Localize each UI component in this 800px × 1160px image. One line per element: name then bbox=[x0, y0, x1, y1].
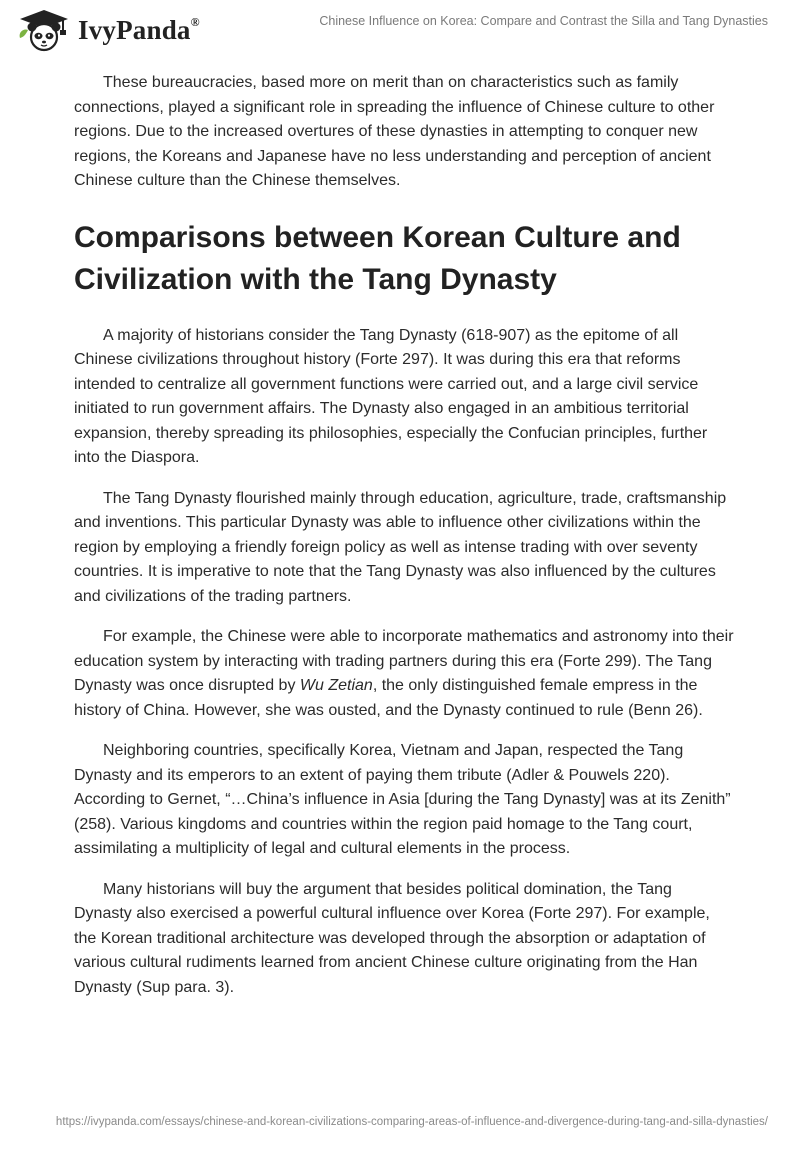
paragraph-3-emphasis: Wu Zetian bbox=[299, 677, 373, 694]
paragraph-3-text-b: , the only distinguished female empress in the history of China. However, she was ousted, and the Dynasty continued to rule (Benn 26). bbox=[74, 677, 703, 719]
paragraph-3 bbox=[74, 625, 734, 723]
essay-content bbox=[74, 71, 734, 1016]
logo-wordmark bbox=[78, 14, 200, 45]
paragraph-4: Neighboring countries, specifically Korea, Vietnam and Japan, respected the Tang Dynasty and its emperors to an extent of paying them tribute (Adler & Pouwels 220). According to Gernet, “…China’s influence in Asia [during the Tang Dynasty] was at its Zenith” (258). Various kingdoms and countries within the region paid homage to the Tang court, assimilating a multiplicity of legal and cultural elements in the process. bbox=[74, 742, 731, 857]
footer-source-url[interactable]: https://ivypanda.com/essays/chinese-and-korean-civilizations-comparing-areas-of-influence-and-divergence-during-tang-and-silla-dynasties/ bbox=[55, 1116, 768, 1128]
section-heading: Comparisons between Korean Culture and Civilization with the Tang Dynasty bbox=[74, 220, 681, 296]
paragraph-3-text-a: For example, the Chinese were able to incorporate mathematics and astronomy into their education system by interacting with trading partners during this era (Forte 299). The Tang Dynasty was once disrupted by bbox=[74, 628, 734, 694]
paragraph-2: The Tang Dynasty flourished mainly through education, agriculture, trade, craftsmanship and inventions. This particular Dynasty was able to influence other civilizations within the region by employing a friendly foreign policy as well as intense trading with over seventy countries. It is imperative to note that the Tang Dynasty was also influenced by the cultures and civilizations of the trading partners. bbox=[74, 489, 727, 605]
page-header bbox=[0, 0, 800, 60]
panda-graduate-icon bbox=[16, 8, 72, 52]
document-title: Chinese Influence on Korea: Compare and Contrast the Silla and Tang Dynasties bbox=[319, 14, 768, 28]
paragraph-1: A majority of historians consider the Tang Dynasty (618-907) as the epitome of all Chinese civilizations throughout history (Forte 297). It was during this era that reforms intended to centralize all government functions were carried out, and a large civil service initiated to run government affairs. The Dynasty also engaged in an ambitious territorial expansion, thereby spreading its philosophies, especially the Confucian principles, further into the Diaspora. bbox=[74, 326, 708, 466]
paragraph-5: Many historians will buy the argument that besides political domination, the Tang Dynasty also exercised a powerful cultural influence over Korea (Forte 297). For example, the Korean traditional architecture was developed through the absorption or adaptation of various cultural rudiments learned from ancient Chinese culture originating from the Han Dynasty (Sup para. 3). bbox=[74, 880, 710, 996]
paragraph-intro: These bureaucracies, based more on merit than on characteristics such as family connections, played a significant role in spreading the influence of Chinese culture to other regions. Due to the increased overtures of these dynasties in attempting to conquer new regions, the Koreans and Japanese have no less understanding and perception of ancient Chinese culture than the Chinese themselves. bbox=[74, 74, 715, 189]
registered-mark: ® bbox=[190, 14, 200, 29]
ivypanda-logo[interactable] bbox=[16, 8, 200, 52]
logo-name: IvyPanda bbox=[78, 14, 191, 45]
